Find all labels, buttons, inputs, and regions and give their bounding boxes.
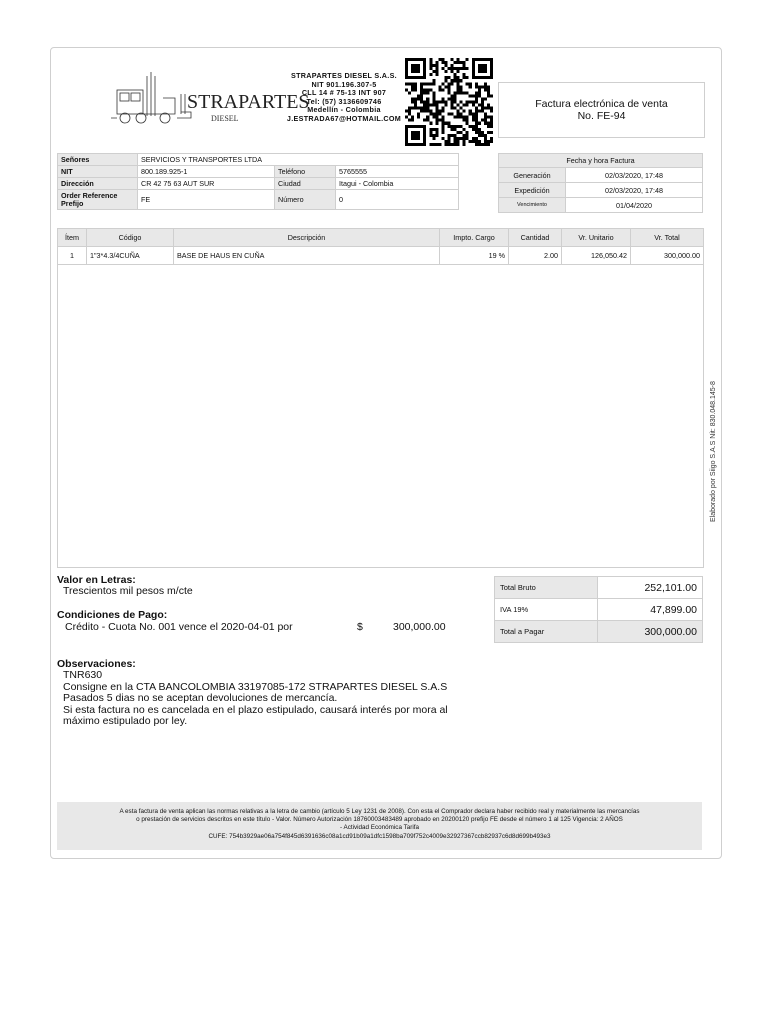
observaciones-text xyxy=(63,670,448,728)
company-phone: Tel: (57) 3136609746 xyxy=(306,96,382,106)
row-total: 300,000.00 xyxy=(631,247,704,265)
col-impuesto: Impto. Cargo xyxy=(440,229,509,247)
total-bruto-value: 252,101.00 xyxy=(598,577,703,599)
items-table xyxy=(58,229,703,265)
prefijo-value: FE xyxy=(138,190,275,210)
valor-letras-title: Valor en Letras: xyxy=(57,574,136,586)
numero-value: 0 xyxy=(336,190,459,210)
col-codigo: Código xyxy=(87,229,174,247)
table-row xyxy=(58,247,703,265)
observacion-line: Si esta factura no es cancelada en el plazo estipulado, causará interés por mora al xyxy=(63,703,448,716)
observacion-line: Pasados 5 dias no se aceptan devoluciones de mercancía. xyxy=(63,692,338,704)
direccion-label: Dirección xyxy=(58,178,138,190)
customer-table xyxy=(57,153,459,210)
dates-table xyxy=(498,153,703,213)
col-item: Ítem xyxy=(58,229,87,247)
observaciones-title: Observaciones: xyxy=(57,658,136,670)
condiciones-amount: 300,000.00 xyxy=(393,621,446,633)
observacion-line: máximo estipulado por ley. xyxy=(63,715,188,727)
nit-value: 800.189.925-1 xyxy=(138,166,275,178)
col-unitario: Vr. Unitario xyxy=(562,229,631,247)
svg-text:DIESEL: DIESEL xyxy=(211,114,239,123)
invoice-number: No. FE-94 xyxy=(577,110,626,122)
numero-label: Número xyxy=(275,190,336,210)
legal-footer xyxy=(57,802,702,850)
telefono-label: Teléfono xyxy=(275,166,336,178)
total-pagar-label: Total a Pagar xyxy=(495,621,598,643)
company-name: STRAPARTES DIESEL S.A.S. xyxy=(291,71,397,80)
senores-label: Señores xyxy=(58,154,138,166)
footer-line-2: o prestación de servicios descritos en este título - Valor. Número Autorización 18760003483489 aprobado en 20200120 prefijo FE desde el número 1 al 125 Vigencia: 2 AÑOS xyxy=(136,816,623,824)
order-prefijo-label xyxy=(58,190,138,210)
col-descripcion: Descripción xyxy=(174,229,440,247)
ciudad-value: Itagui - Colombia xyxy=(336,178,459,190)
company-logo xyxy=(111,68,310,130)
elaborado-por-text: Elaborado por Siigo S.A.S Nit: 830.048.145-8 xyxy=(710,381,717,522)
vencimiento-value: 01/04/2020 xyxy=(566,198,703,213)
company-city: Medellín - Colombia xyxy=(307,105,381,115)
invoice-title-box xyxy=(498,82,705,138)
row-codigo: 1"3*4.3/4CUÑA xyxy=(87,247,174,265)
condiciones-text: Crédito - Cuota No. 001 vence el 2020-04-01 por xyxy=(65,621,293,633)
row-impuesto: 19 % xyxy=(440,247,509,265)
condiciones-title: Condiciones de Pago: xyxy=(57,609,168,621)
expedicion-label: Expedición xyxy=(499,183,566,198)
footer-cufe: CUFE: 754b3929ae06a754f845d6391636c08a1cd91b09a1dfc1598ba709f752c4009e32927367ccb82937c6d8d699b493e3 xyxy=(208,832,551,840)
row-cantidad: 2.00 xyxy=(509,247,562,265)
row-unitario: 126,050.42 xyxy=(562,247,631,265)
generacion-value: 02/03/2020, 17:48 xyxy=(566,168,703,183)
company-nit: NIT 901.196.307-5 xyxy=(311,79,377,89)
iva-label: IVA 19% xyxy=(495,599,598,621)
total-bruto-label: Total Bruto xyxy=(495,577,598,599)
totals-table xyxy=(494,576,703,643)
condiciones-currency: $ xyxy=(357,621,363,633)
observacion-line: Consigne en la CTA BANCOLOMBIA 33197085-172 STRAPARTES DIESEL S.A.S xyxy=(63,680,448,693)
invoice-page xyxy=(50,47,722,859)
ciudad-label: Ciudad xyxy=(275,178,336,190)
iva-value: 47,899.00 xyxy=(598,599,703,621)
col-cantidad: Cantidad xyxy=(509,229,562,247)
senores-value: SERVICIOS Y TRANSPORTES LTDA xyxy=(138,154,459,166)
observacion-line: TNR630 xyxy=(63,669,103,681)
svg-text:STRAPARTES: STRAPARTES xyxy=(187,91,310,113)
valor-letras-text: Trescientos mil pesos m/cte xyxy=(63,585,193,597)
generacion-label: Generación xyxy=(499,168,566,183)
row-item: 1 xyxy=(58,247,87,265)
nit-label: NIT xyxy=(58,166,138,178)
items-header-row xyxy=(58,229,703,247)
qr-code xyxy=(405,58,493,146)
vencimiento-label: Vencimiento xyxy=(499,198,566,213)
items-panel xyxy=(57,228,704,568)
dates-header: Fecha y hora Factura xyxy=(499,154,703,168)
row-descripcion: BASE DE HAUS EN CUÑA xyxy=(174,247,440,265)
invoice-title: Factura electrónica de venta xyxy=(535,98,668,110)
order-reference-label: Order Reference xyxy=(61,191,118,201)
footer-line-3: - Actividad Económica Tarifa xyxy=(340,824,419,832)
prefijo-label: Prefijo xyxy=(61,198,84,208)
telefono-value: 5765555 xyxy=(336,166,459,178)
col-total: Vr. Total xyxy=(631,229,704,247)
company-address: CLL 14 # 75-13 INT 907 xyxy=(301,88,387,98)
company-email: J.ESTRADA67@HOTMAIL.COM xyxy=(286,113,402,123)
expedicion-value: 02/03/2020, 17:48 xyxy=(566,183,703,198)
total-pagar-value: 300,000.00 xyxy=(598,621,703,643)
footer-line-1: A esta factura de venta aplican las normas relativas a la letra de cambio (artículo 5 Ley 1231 de 2008). Con esta el Comprador declara haber recibido real y materialmente las mercancías xyxy=(119,808,640,815)
direccion-value: CR 42 75 63 AUT SUR xyxy=(138,178,275,190)
company-info xyxy=(279,72,409,124)
